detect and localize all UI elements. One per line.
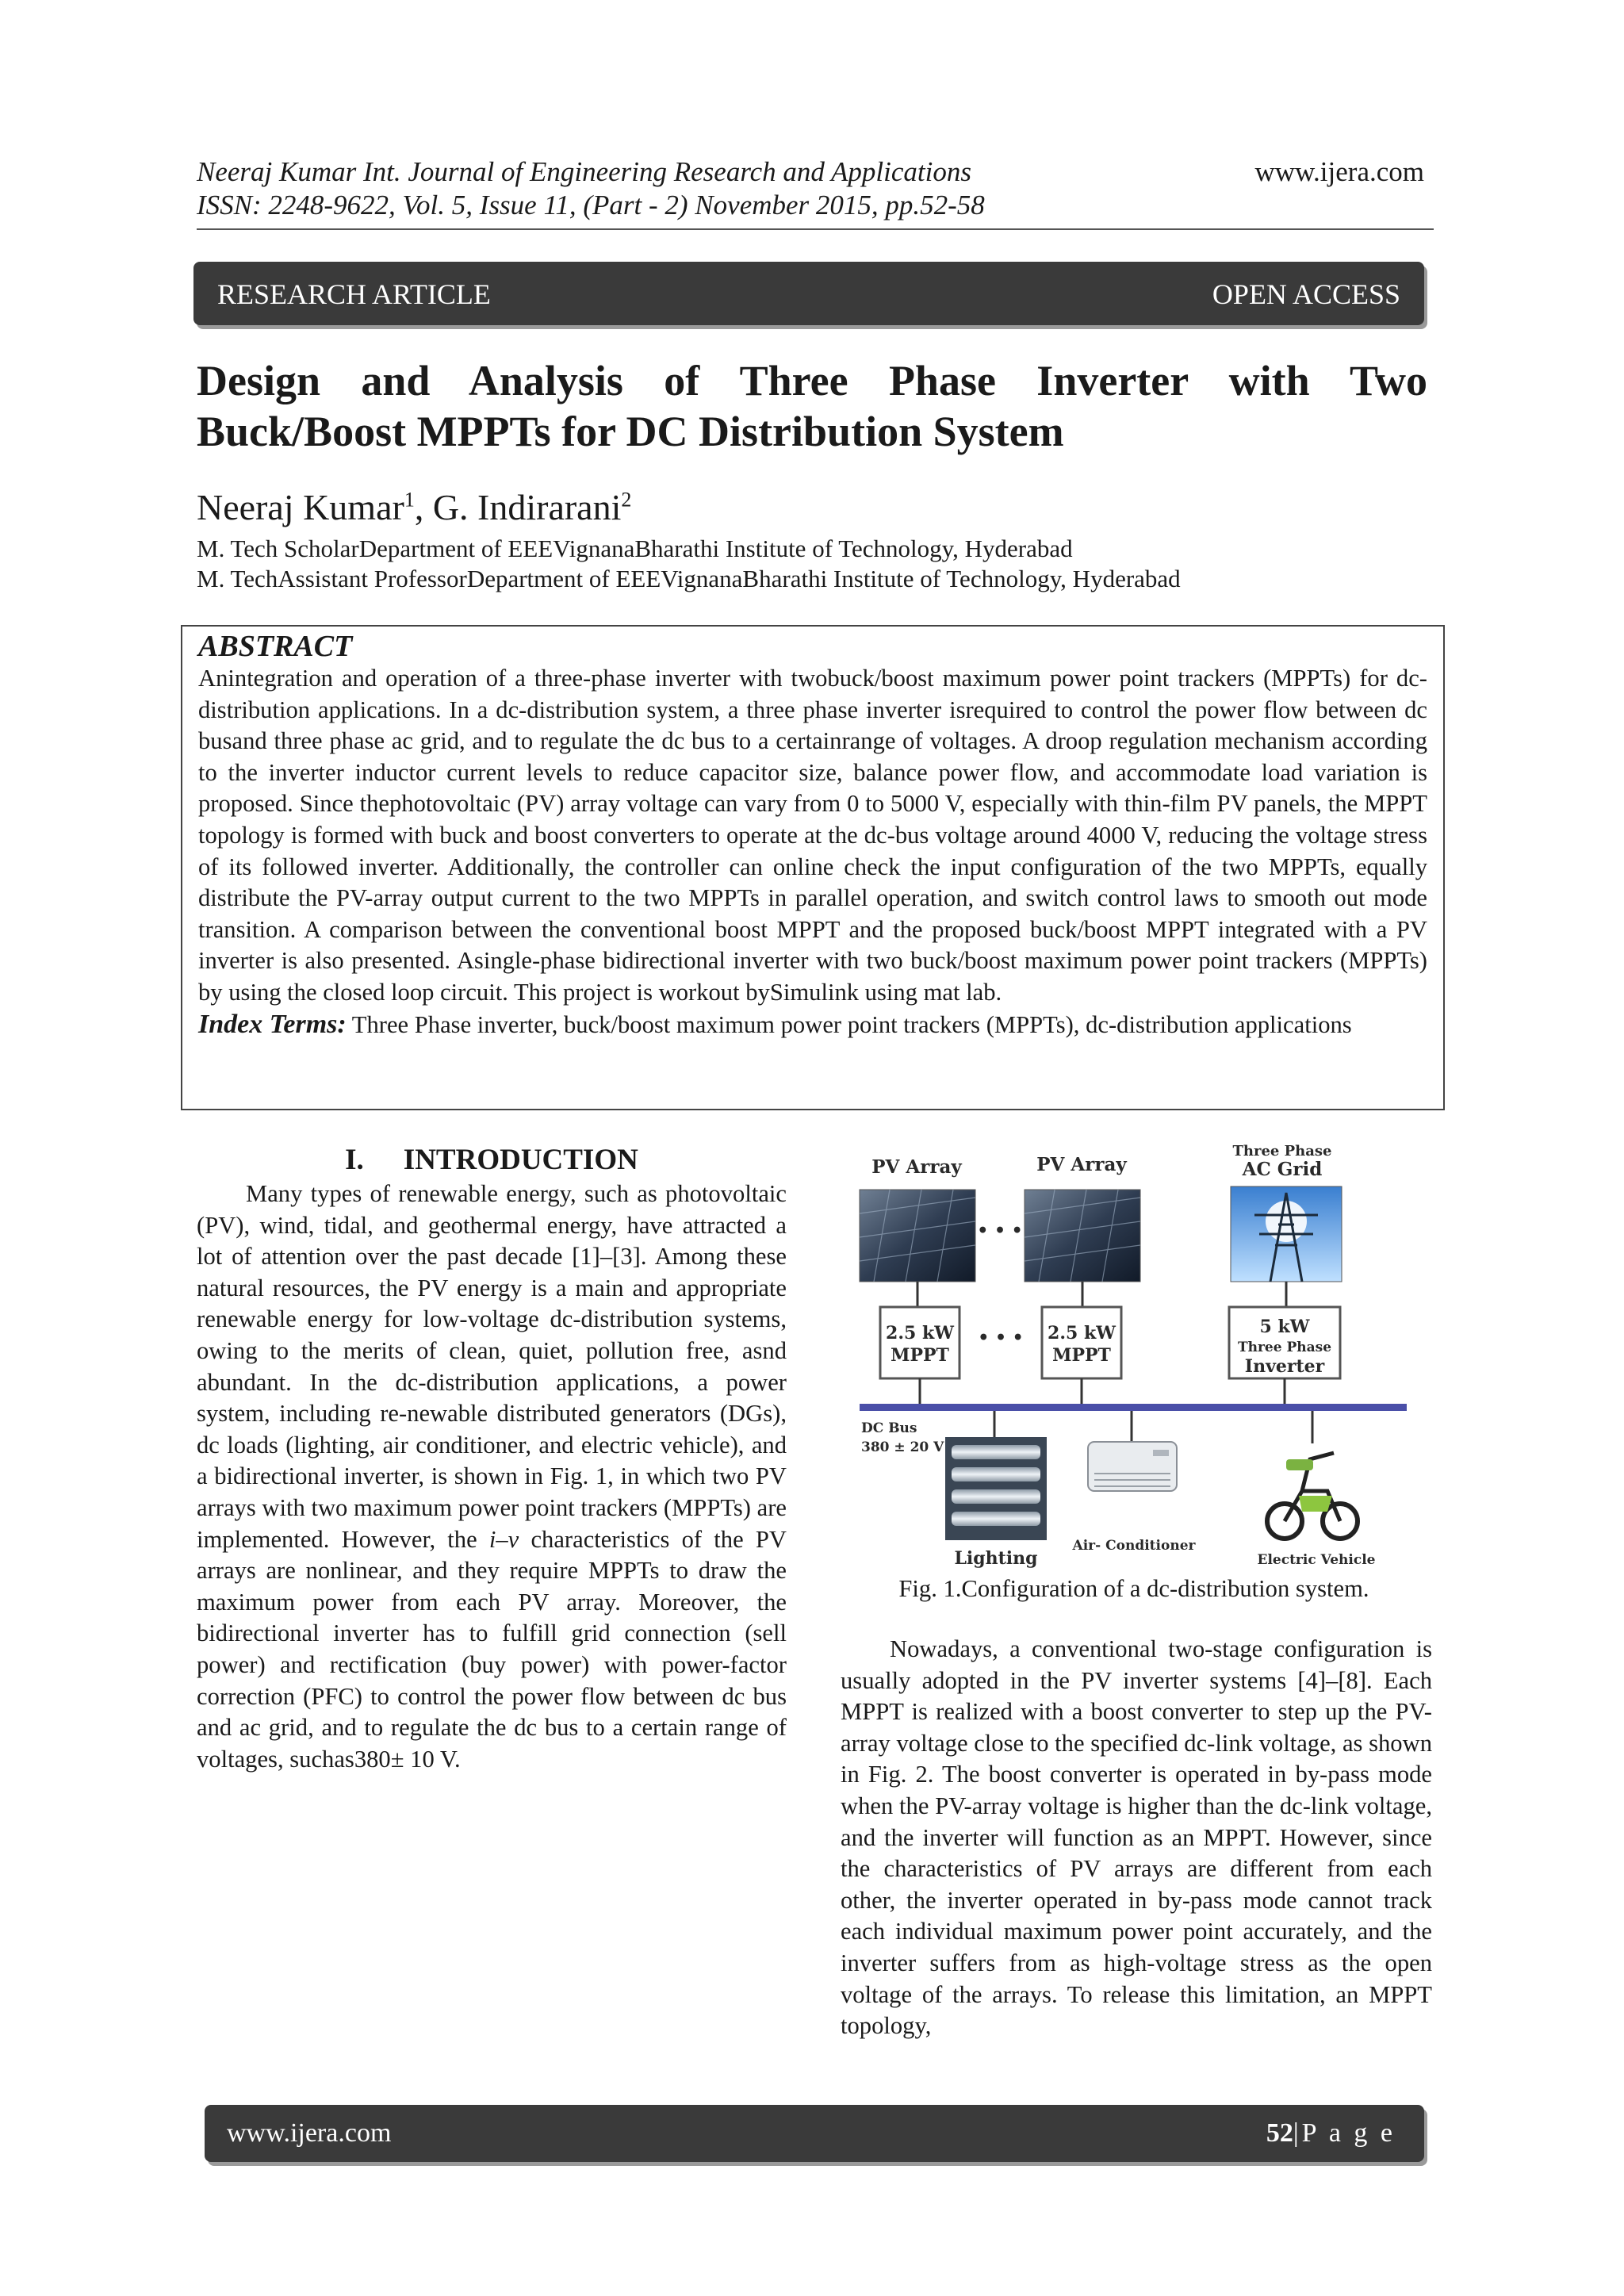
- index-terms: [198, 1009, 1427, 1041]
- iv-term: i–v: [488, 1525, 519, 1553]
- dc-bus-voltage: 380 ± 20 V: [861, 1439, 944, 1455]
- section-heading-introduction: [197, 1142, 787, 1179]
- author-2: G. Indirarani: [432, 487, 622, 527]
- ellipsis-middle: • • •: [978, 1328, 1024, 1348]
- page-number-value: 52: [1266, 2118, 1293, 2148]
- author-list: [197, 485, 631, 530]
- lighting-icon: [945, 1437, 1047, 1540]
- inverter-type: Three Phase: [1237, 1340, 1332, 1355]
- page-footer: [205, 2105, 1424, 2162]
- figure-caption: Fig. 1.Configuration of a dc-distribution system.: [898, 1575, 1369, 1602]
- affiliation-2: M. TechAssistant ProfessorDepartment of EEEVignanaBharathi Institute of Technology, Hyderabad: [197, 565, 1181, 592]
- electric-vehicle-icon: [1267, 1453, 1358, 1539]
- article-type-banner: [193, 262, 1424, 325]
- header-website-link[interactable]: www.ijera.com: [1254, 156, 1424, 187]
- solar-panel-2-icon: [1025, 1190, 1140, 1282]
- index-terms-label: Index Terms:: [198, 1009, 347, 1039]
- journal-line: Neeraj Kumar Int. Journal of Engineering Research and Applications: [197, 156, 971, 187]
- index-terms-text: Three Phase inverter, buck/boost maximum power point trackers (MPPTs), dc-distribution applications: [346, 1010, 1352, 1038]
- mppt-1-label: MPPT: [891, 1345, 949, 1366]
- pv-array-1-label: PV Array: [871, 1156, 962, 1178]
- page-number: [1266, 2118, 1396, 2148]
- section-title: INTRODUCTION: [403, 1144, 638, 1176]
- dc-bus-line: [860, 1404, 1407, 1411]
- author-2-affil-mark: 2: [621, 488, 632, 512]
- inverter-rating: 5 kW: [1259, 1317, 1310, 1337]
- air-conditioner-label: Air- Conditioner: [1072, 1538, 1196, 1554]
- intro-p1-text-b: characteristics of the PV arrays are nonlinear, and they require MPPTs to draw the maximum power from each PV array. Moreover, the bidirectional inverter has to fulfill grid connection (sell power) and rectification (buy power) with power-factor correction (PFC) to control the power flow between dc bus and ac grid, and to regulate the dc bus to a certain range of voltages, suchas380± 10 V.: [197, 1525, 787, 1773]
- research-article-label: RESEARCH ARTICLE: [217, 278, 491, 310]
- electric-vehicle-label: Electric Vehicle: [1257, 1552, 1376, 1568]
- page-word: |P a g e: [1293, 2118, 1396, 2148]
- solar-panel-1-icon: [860, 1190, 975, 1282]
- abstract-heading: ABSTRACT: [198, 630, 353, 663]
- right-column: [841, 1634, 1432, 2042]
- pv-array-2-label: PV Array: [1036, 1154, 1127, 1175]
- title-line-2: Buck/Boost MPPTs for DC Distribution System: [197, 408, 1064, 455]
- ellipsis-top: • • •: [977, 1221, 1023, 1241]
- author-1: Neeraj Kumar: [197, 487, 404, 527]
- grid-label-line-1: Three Phase: [1232, 1143, 1332, 1159]
- dc-bus-label: DC Bus: [861, 1420, 917, 1436]
- mppt-2-label: MPPT: [1052, 1345, 1111, 1366]
- inverter-label: Inverter: [1244, 1356, 1325, 1377]
- open-access-label: OPEN ACCESS: [1212, 278, 1400, 310]
- grid-label-line-2: AC Grid: [1242, 1159, 1323, 1180]
- dc-distribution-figure: [858, 1142, 1413, 1574]
- author-separator: ,: [414, 487, 433, 527]
- affiliation-1: M. Tech ScholarDepartment of EEEVignanaBharathi Institute of Technology, Hyderabad: [197, 535, 1073, 562]
- running-header: [197, 155, 1434, 230]
- mppt-2-rating: 2.5 kW: [1048, 1323, 1116, 1343]
- footer-website-link[interactable]: www.ijera.com: [227, 2118, 392, 2148]
- power-tower-icon: [1231, 1186, 1342, 1282]
- air-conditioner-icon: [1088, 1442, 1177, 1491]
- section-number: I.: [345, 1144, 364, 1176]
- intro-p1-text-a: Many types of renewable energy, such as photovoltaic (PV), wind, tidal, and geothermal energy, have attracted a lot of attention over the past decade [1]–[3]. Among these natural resources, the PV energy is a main and appropriate renewable energy for low-voltage dc-distribution systems, owing to the merits of clean, quiet, pollution free, asnd abundant. In the dc-distribution applications, a power system, including re-newable distributed generators (DGs), dc loads (lighting, air conditioner, and electric vehicle), and a bidirectional inverter, is shown in Fig. 1, in which two PV arrays with two maximum power point trackers (MPPTs) are implemented. However, the: [197, 1180, 787, 1553]
- mppt-1-rating: 2.5 kW: [886, 1323, 954, 1343]
- abstract-box: [181, 625, 1445, 1110]
- abstract-text: Anintegration and operation of a three-phase inverter with twobuck/boost maximum power point trackers (MPPTs) for dc-distribution applications. In a dc-distribution system, a three phase inverter isrequired to control the power flow between dc busand three phase ac grid, and to regulate the dc bus to a certainrange of voltages. A droop regulation mechanism according to the inverter inductor current levels to reduce capacitor size, balance power flow, and accommodate load variation is proposed. Since thephotovoltaic (PV) array voltage can vary from 0 to 5000 V, especially with thin-film PV panels, the MPPT topology is formed with buck and boost converters to operate at the dc-bus voltage around 4000 V, reducing the voltage stress of its followed inverter. Additionally, the controller can online check the input configuration of the two MPPTs, equally distribute the PV-array output current to the two MPPTs in parallel operation, and switch control laws to smooth out mode transition. A comparison between the conventional boost MPPT and the proposed buck/boost MPPT integrated with a PV inverter is also presented. Asingle-phase bidirectional inverter with two buck/boost maximum power point trackers (MPPTs) by using the closed loop circuit. This project is workout bySimulink using mat lab.: [198, 665, 1427, 1006]
- left-column: [197, 1142, 787, 1775]
- paper-title: [197, 355, 1427, 457]
- title-line-1: Design and Analysis of Three Phase Inverter with Two: [197, 357, 1427, 404]
- lighting-label: Lighting: [954, 1548, 1038, 1569]
- intro-paragraph-1: [197, 1179, 787, 1775]
- issn-line: ISSN: 2248-9622, Vol. 5, Issue 11, (Part - 2) November 2015, pp.52-58: [197, 190, 985, 220]
- author-1-affil-mark: 1: [404, 488, 415, 512]
- intro-paragraph-2: Nowadays, a conventional two-stage configuration is usually adopted in the PV inverter systems [4]–[8]. Each MPPT is realized with a boost converter to step up the PV-array voltage close to the specified dc-link voltage, as shown in Fig. 2. The boost converter is operated in by-pass mode when the PV-array voltage is higher than the dc-link voltage, and the inverter will function as an MPPT. However, since the characteristics of PV arrays are different from each other, the inverter operated in by-pass mode cannot track each individual maximum power point accurately, and the inverter suffers from as high-voltage stress as the open voltage of the arrays. To release this limitation, an MPPT topology,: [841, 1635, 1432, 2040]
